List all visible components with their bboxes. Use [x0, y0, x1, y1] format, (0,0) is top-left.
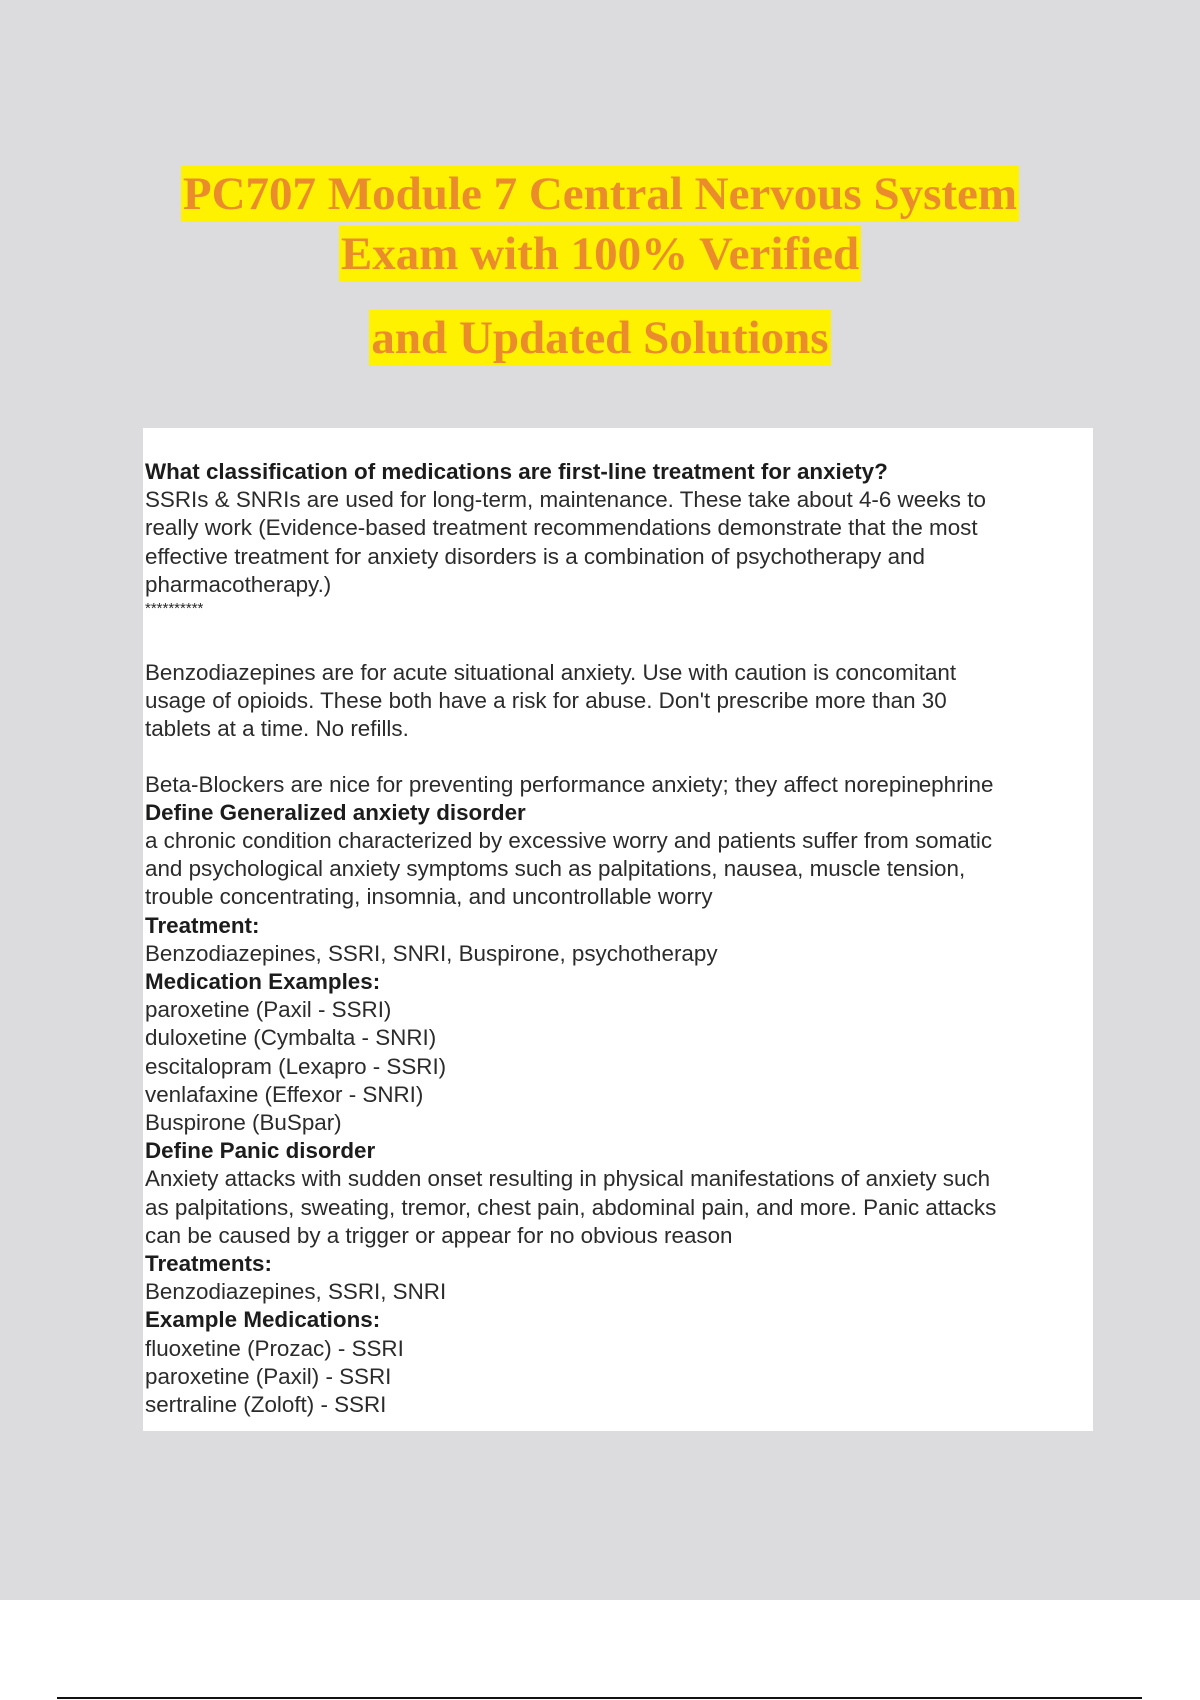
treatments-label: Treatments: [145, 1251, 272, 1277]
medication-item: sertraline (Zoloft) - SSRI [145, 1392, 387, 1418]
answer-line: as palpitations, sweating, tremor, chest pain, abdominal pain, and more. Panic attacks [145, 1194, 997, 1220]
benzo-line: usage of opioids. These both have a risk for abuse. Don't prescribe more than 30 [145, 688, 947, 714]
title-line-3: and Updated Solutions [371, 312, 829, 364]
medication-item: paroxetine (Paxil) - SSRI [145, 1363, 392, 1389]
question-panic-disorder: Define Panic disorder [145, 1138, 376, 1164]
answer-line: and psychological anxiety symptoms such as palpitations, nausea, muscle tension, [145, 856, 966, 882]
beta-blocker-line: Beta-Blockers are nice for preventing performance anxiety; they affect norepinephrine [145, 771, 994, 797]
answer-line: a chronic condition characterized by excessive worry and patients suffer from somatic [145, 828, 993, 854]
treatment-text: Benzodiazepines, SSRI, SNRI, Buspirone, psychotherapy [145, 940, 718, 966]
answer-line: really work (Evidence-based treatment recommendations demonstrate that the most [145, 515, 978, 541]
treatments-text: Benzodiazepines, SSRI, SNRI [145, 1279, 447, 1305]
title-line-1: PC707 Module 7 Central Nervous System [182, 168, 1018, 220]
document-title [0, 166, 1200, 370]
answer-line: can be caused by a trigger or appear for no obvious reason [145, 1222, 733, 1248]
separator-stars: ********** [145, 600, 204, 618]
medication-item: paroxetine (Paxil - SSRI) [145, 997, 392, 1023]
benzo-line: tablets at a time. No refills. [145, 716, 409, 742]
title-line-2: Exam with 100% Verified [340, 228, 860, 280]
medication-item: Buspirone (BuSpar) [145, 1110, 342, 1136]
answer-line: effective treatment for anxiety disorders is a combination of psychotherapy and [145, 543, 925, 569]
medication-examples-label: Medication Examples: [145, 969, 381, 995]
medication-item: fluoxetine (Prozac) - SSRI [145, 1335, 404, 1361]
bottom-rule [57, 1697, 1142, 1699]
example-medications-label: Example Medications: [145, 1307, 381, 1333]
medication-item: escitalopram (Lexapro - SSRI) [145, 1053, 447, 1079]
benzo-line: Benzodiazepines are for acute situational anxiety. Use with caution is concomitant [145, 660, 957, 686]
question-generalized-anxiety: Define Generalized anxiety disorder [145, 799, 526, 825]
medication-item: duloxetine (Cymbalta - SNRI) [145, 1025, 437, 1051]
medication-item: venlafaxine (Effexor - SNRI) [145, 1081, 424, 1107]
answer-line: Anxiety attacks with sudden onset resulting in physical manifestations of anxiety such [145, 1166, 991, 1192]
content-card [143, 428, 1093, 1431]
answer-line: trouble concentrating, insomnia, and uncontrollable worry [145, 884, 713, 910]
answer-line: pharmacotherapy.) [145, 571, 332, 597]
treatment-label: Treatment: [145, 912, 260, 938]
answer-line: SSRIs & SNRIs are used for long-term, maintenance. These take about 4-6 weeks to [145, 487, 986, 513]
question-anxiety-first-line: What classification of medications are first-line treatment for anxiety? [145, 459, 888, 484]
